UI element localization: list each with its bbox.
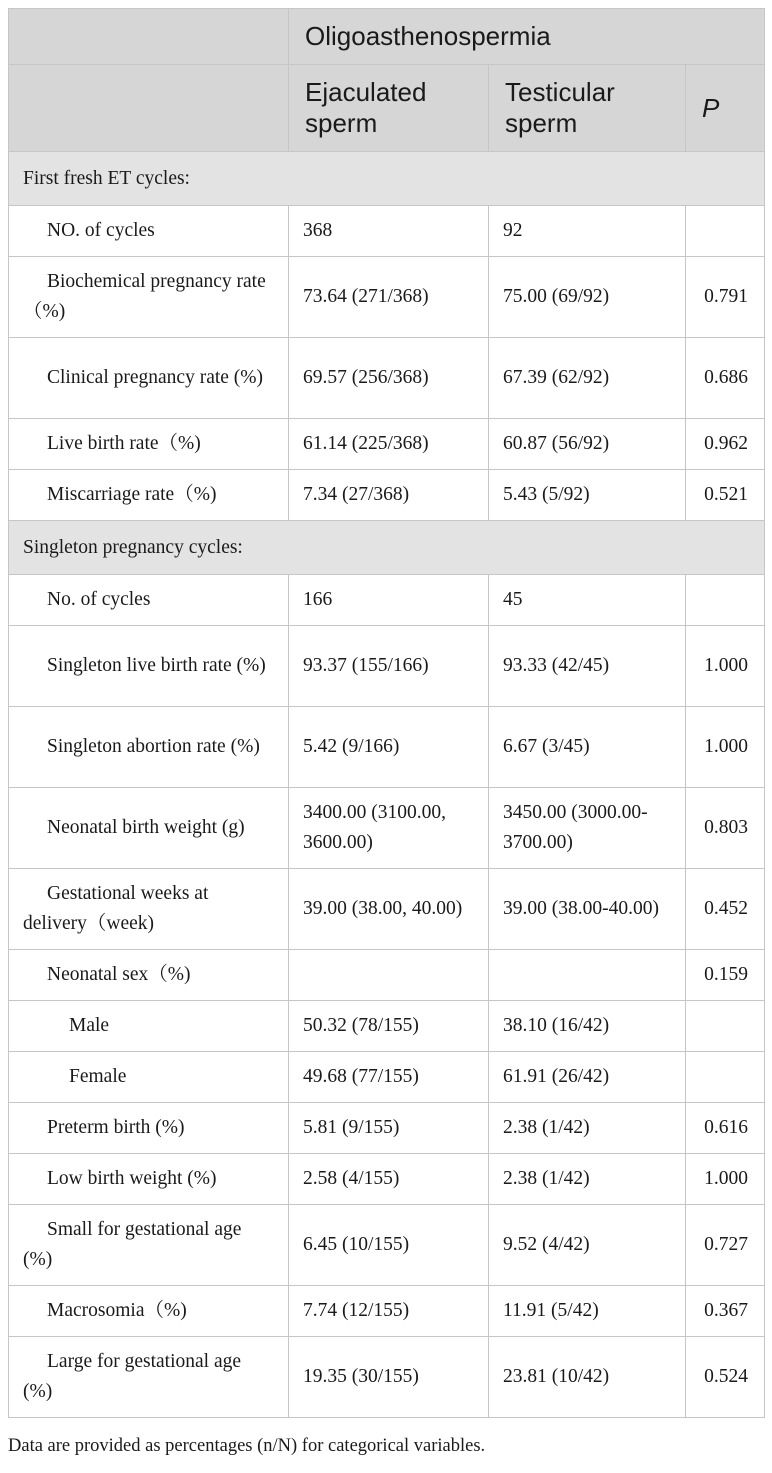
cell-p: 0.803 xyxy=(686,788,765,869)
cell-ejaculated: 50.32 (78/155) xyxy=(289,1001,489,1052)
row-label: Low birth weight (%) xyxy=(9,1154,289,1205)
row-label: No. of cycles xyxy=(9,575,289,626)
table-row xyxy=(9,1001,765,1052)
cell-ejaculated: 7.74 (12/155) xyxy=(289,1286,489,1337)
cell-p: 0.367 xyxy=(686,1286,765,1337)
cell-testicular xyxy=(489,950,686,1001)
cell-testicular: 39.00 (38.00-40.00) xyxy=(489,869,686,950)
cell-ejaculated: 3400.00 (3100.00, 3600.00) xyxy=(289,788,489,869)
row-label: Singleton live birth rate (%) xyxy=(9,626,289,707)
table-row xyxy=(9,1205,765,1286)
cell-ejaculated: 19.35 (30/155) xyxy=(289,1337,489,1418)
table-row xyxy=(9,626,765,707)
cell-ejaculated: 49.68 (77/155) xyxy=(289,1052,489,1103)
table-row xyxy=(9,1103,765,1154)
header-empty-cell xyxy=(9,9,289,65)
table-row xyxy=(9,1337,765,1418)
cell-p: 0.962 xyxy=(686,419,765,470)
table-row xyxy=(9,950,765,1001)
cell-p: 0.616 xyxy=(686,1103,765,1154)
cell-testicular: 75.00 (69/92) xyxy=(489,257,686,338)
cell-p: 0.727 xyxy=(686,1205,765,1286)
cell-p: 0.452 xyxy=(686,869,765,950)
column-header-ejaculated: Ejaculated sperm xyxy=(289,65,489,152)
header-row-group xyxy=(9,9,765,65)
cell-p: 0.791 xyxy=(686,257,765,338)
row-label: Macrosomia（%) xyxy=(9,1286,289,1337)
footnote: Data are provided as percentages (n/N) for categorical variables. xyxy=(8,1436,486,1456)
table-row xyxy=(9,470,765,521)
row-label: Preterm birth (%) xyxy=(9,1103,289,1154)
cell-testicular: 5.43 (5/92) xyxy=(489,470,686,521)
cell-p xyxy=(686,1001,765,1052)
header-row-columns xyxy=(9,65,765,152)
cell-testicular: 11.91 (5/42) xyxy=(489,1286,686,1337)
cell-ejaculated: 2.58 (4/155) xyxy=(289,1154,489,1205)
cell-p: 1.000 xyxy=(686,1154,765,1205)
group-header: Oligoasthenospermia xyxy=(289,9,765,65)
table-row xyxy=(9,419,765,470)
cell-p: 1.000 xyxy=(686,707,765,788)
row-label: Female xyxy=(9,1052,289,1103)
cell-testicular: 45 xyxy=(489,575,686,626)
cell-ejaculated: 69.57 (256/368) xyxy=(289,338,489,419)
row-label: Gestational weeks at delivery（week) xyxy=(9,869,289,950)
cell-ejaculated: 5.81 (9/155) xyxy=(289,1103,489,1154)
cell-testicular: 92 xyxy=(489,206,686,257)
cell-p: 0.686 xyxy=(686,338,765,419)
cell-ejaculated: 368 xyxy=(289,206,489,257)
cell-ejaculated: 5.42 (9/166) xyxy=(289,707,489,788)
cell-ejaculated: 93.37 (155/166) xyxy=(289,626,489,707)
cell-ejaculated: 61.14 (225/368) xyxy=(289,419,489,470)
row-label: Live birth rate（%) xyxy=(9,419,289,470)
section-title: First fresh ET cycles: xyxy=(9,152,765,206)
row-label: Small for gestational age (%) xyxy=(9,1205,289,1286)
header-empty-cell xyxy=(9,65,289,152)
table-row xyxy=(9,257,765,338)
section-row xyxy=(9,152,765,206)
table-row xyxy=(9,788,765,869)
cell-testicular: 2.38 (1/42) xyxy=(489,1154,686,1205)
row-label: Neonatal birth weight (g) xyxy=(9,788,289,869)
results-table xyxy=(8,8,765,1418)
table-row xyxy=(9,1052,765,1103)
cell-p xyxy=(686,206,765,257)
table-row xyxy=(9,1286,765,1337)
cell-p: 0.521 xyxy=(686,470,765,521)
cell-testicular: 61.91 (26/42) xyxy=(489,1052,686,1103)
table-row xyxy=(9,206,765,257)
table-row xyxy=(9,338,765,419)
table-row xyxy=(9,1154,765,1205)
section-row xyxy=(9,521,765,575)
cell-testicular: 2.38 (1/42) xyxy=(489,1103,686,1154)
column-header-testicular: Testicular sperm xyxy=(489,65,686,152)
section-title: Singleton pregnancy cycles: xyxy=(9,521,765,575)
cell-ejaculated: 73.64 (271/368) xyxy=(289,257,489,338)
row-label: Male xyxy=(9,1001,289,1052)
cell-ejaculated: 39.00 (38.00, 40.00) xyxy=(289,869,489,950)
cell-p xyxy=(686,575,765,626)
column-header-p: P xyxy=(686,65,765,152)
cell-testicular: 60.87 (56/92) xyxy=(489,419,686,470)
row-label: NO. of cycles xyxy=(9,206,289,257)
table-row xyxy=(9,575,765,626)
cell-p: 1.000 xyxy=(686,626,765,707)
row-label: Singleton abortion rate (%) xyxy=(9,707,289,788)
cell-ejaculated: 6.45 (10/155) xyxy=(289,1205,489,1286)
cell-p: 0.524 xyxy=(686,1337,765,1418)
cell-testicular: 23.81 (10/42) xyxy=(489,1337,686,1418)
cell-testicular: 93.33 (42/45) xyxy=(489,626,686,707)
cell-testicular: 6.67 (3/45) xyxy=(489,707,686,788)
table-row xyxy=(9,869,765,950)
cell-ejaculated: 7.34 (27/368) xyxy=(289,470,489,521)
row-label: Clinical pregnancy rate (%) xyxy=(9,338,289,419)
row-label: Large for gestational age (%) xyxy=(9,1337,289,1418)
cell-p: 0.159 xyxy=(686,950,765,1001)
cell-p xyxy=(686,1052,765,1103)
cell-ejaculated xyxy=(289,950,489,1001)
table-row xyxy=(9,707,765,788)
cell-testicular: 67.39 (62/92) xyxy=(489,338,686,419)
cell-testicular: 3450.00 (3000.00-3700.00) xyxy=(489,788,686,869)
cell-testicular: 9.52 (4/42) xyxy=(489,1205,686,1286)
cell-ejaculated: 166 xyxy=(289,575,489,626)
row-label: Neonatal sex（%) xyxy=(9,950,289,1001)
row-label: Biochemical pregnancy rate（%) xyxy=(9,257,289,338)
cell-testicular: 38.10 (16/42) xyxy=(489,1001,686,1052)
row-label: Miscarriage rate（%) xyxy=(9,470,289,521)
